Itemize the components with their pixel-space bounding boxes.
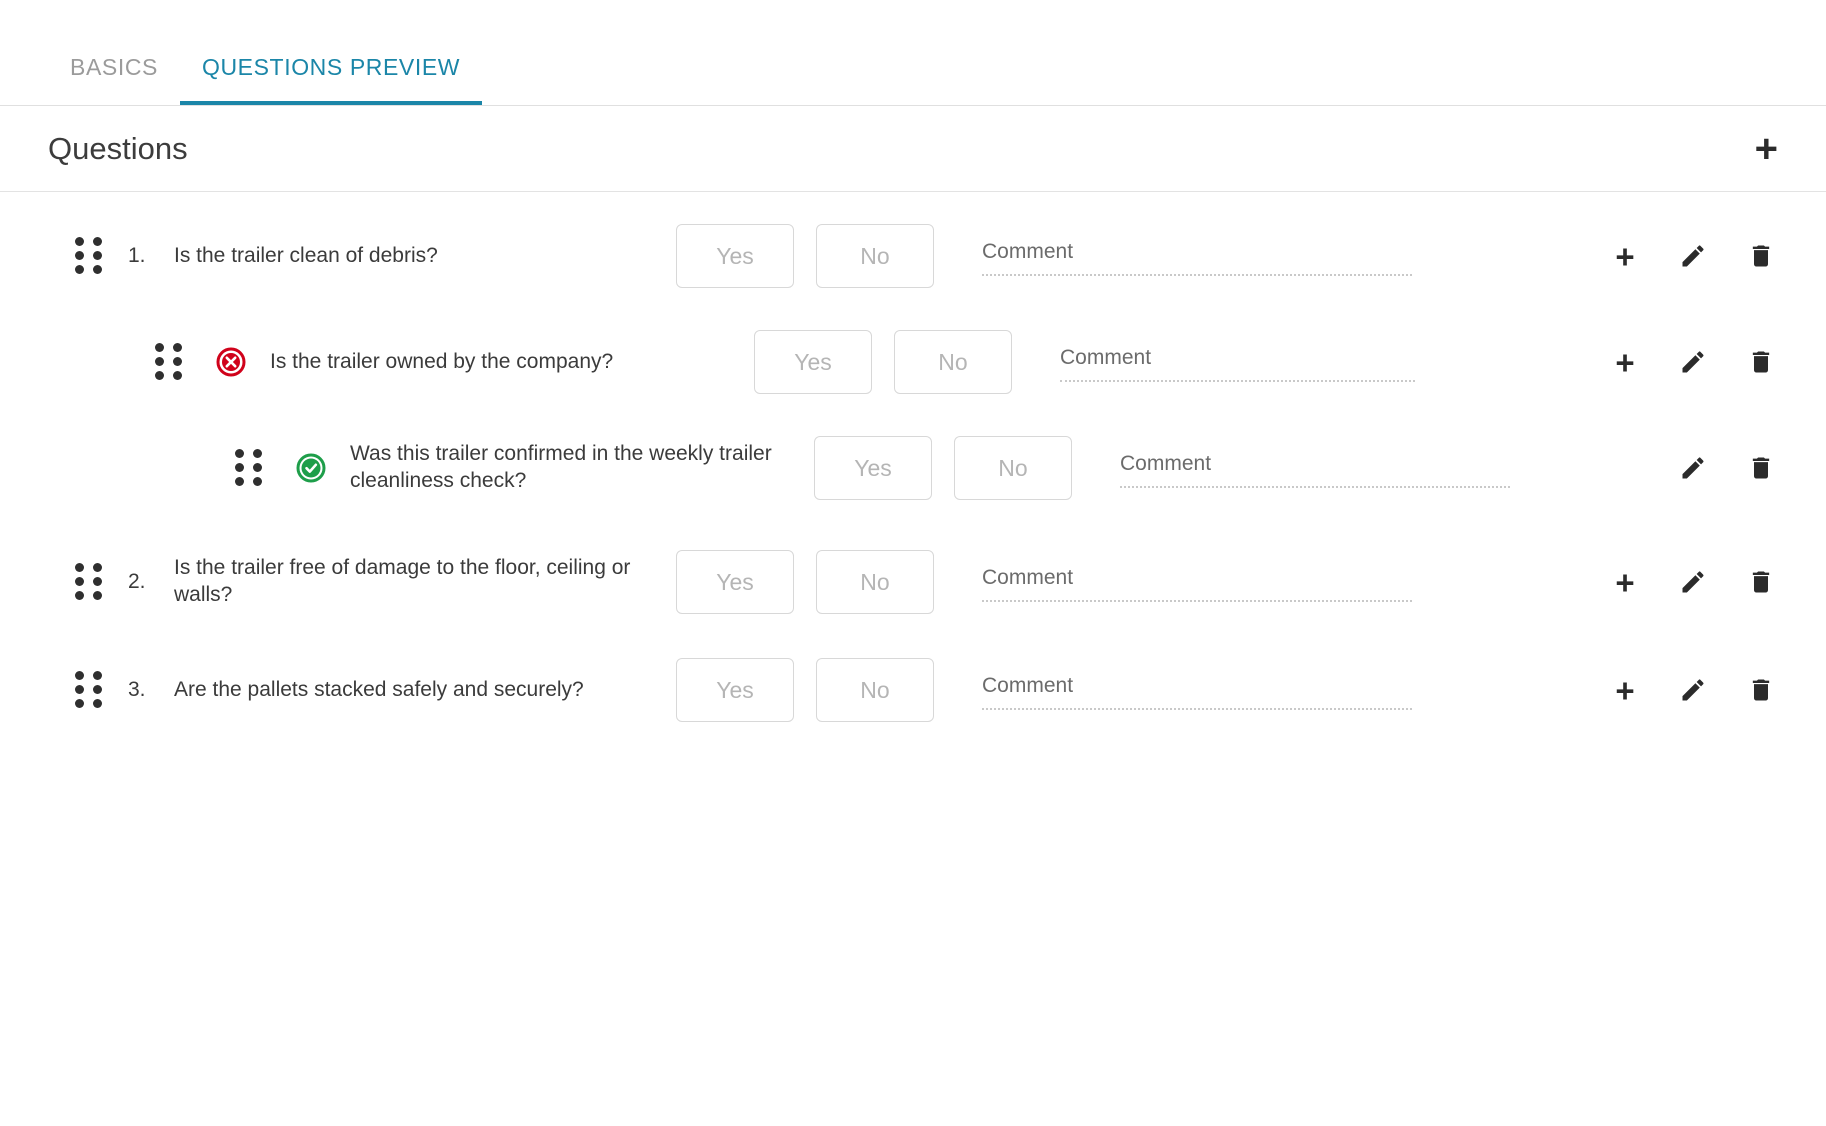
comment-input[interactable]	[982, 670, 1412, 710]
pencil-icon[interactable]	[1676, 673, 1710, 707]
question-row	[0, 212, 1826, 300]
comment-input[interactable]	[982, 562, 1412, 602]
answer-yes-button[interactable]: Yes	[754, 330, 872, 394]
question-text: Is the trailer free of damage to the floor, ceiling or walls?	[174, 556, 631, 606]
drag-handle-icon[interactable]	[72, 673, 106, 707]
trash-icon[interactable]	[1744, 239, 1778, 273]
drag-handle-icon[interactable]	[152, 345, 186, 379]
question-text: Is the trailer clean of debris?	[174, 243, 438, 267]
answer-no-button[interactable]: No	[894, 330, 1012, 394]
trash-icon[interactable]	[1744, 673, 1778, 707]
comment-field-wrapper	[982, 670, 1412, 710]
answer-buttons	[754, 330, 1012, 394]
comment-field-wrapper	[982, 562, 1412, 602]
trash-icon[interactable]	[1744, 565, 1778, 599]
pencil-icon[interactable]	[1676, 565, 1710, 599]
plus-icon[interactable]: +	[1615, 237, 1635, 275]
comment-field-wrapper	[1120, 448, 1510, 488]
question-row	[0, 318, 1826, 406]
answer-no-button[interactable]: No	[816, 224, 934, 288]
row-actions	[1676, 451, 1778, 485]
question-row	[0, 646, 1826, 734]
row-actions	[1608, 565, 1778, 599]
drag-handle-icon[interactable]	[72, 565, 106, 599]
questions-section-header	[0, 106, 1826, 192]
questions-list	[0, 192, 1826, 734]
answer-no-button[interactable]: No	[954, 436, 1072, 500]
comment-input[interactable]	[982, 236, 1412, 276]
answer-yes-button[interactable]: Yes	[814, 436, 932, 500]
question-row	[0, 424, 1826, 512]
answer-buttons	[814, 436, 1072, 500]
answer-yes-button[interactable]: Yes	[676, 550, 794, 614]
answer-no-button[interactable]: No	[816, 550, 934, 614]
drag-handle-icon[interactable]	[72, 239, 106, 273]
comment-input[interactable]	[1060, 342, 1415, 382]
comment-input[interactable]	[1120, 448, 1510, 488]
comment-field-wrapper	[982, 236, 1412, 276]
answer-buttons	[676, 658, 934, 722]
question-text: Are the pallets stacked safely and securely?	[174, 677, 584, 701]
tab-questions-preview[interactable]: QUESTIONS PREVIEW	[180, 54, 482, 105]
row-actions	[1608, 345, 1778, 379]
row-actions	[1608, 239, 1778, 273]
question-text: Was this trailer confirmed in the weekly trailer cleanliness check?	[350, 442, 772, 492]
plus-icon[interactable]: +	[1615, 563, 1635, 601]
page-title: Questions	[48, 130, 188, 166]
plus-icon[interactable]: +	[1615, 671, 1635, 709]
pencil-icon[interactable]	[1676, 451, 1710, 485]
plus-icon[interactable]: +	[1615, 343, 1635, 381]
question-text: Is the trailer owned by the company?	[270, 349, 614, 373]
answer-yes-button[interactable]: Yes	[676, 224, 794, 288]
row-actions	[1608, 673, 1778, 707]
pass-circle-icon	[294, 451, 328, 485]
trash-icon[interactable]	[1744, 451, 1778, 485]
pencil-icon[interactable]	[1676, 239, 1710, 273]
answer-yes-button[interactable]: Yes	[676, 658, 794, 722]
add-question-button[interactable]: +	[1754, 126, 1778, 171]
tab-bar	[0, 0, 1826, 106]
answer-buttons	[676, 224, 934, 288]
question-number: 3.	[128, 678, 146, 701]
question-row	[0, 538, 1826, 626]
trash-icon[interactable]	[1744, 345, 1778, 379]
question-number: 1.	[128, 244, 146, 267]
fail-circle-icon	[214, 345, 248, 379]
answer-buttons	[676, 550, 934, 614]
question-number: 2.	[128, 570, 146, 593]
comment-field-wrapper	[1060, 342, 1415, 382]
tab-basics[interactable]: BASICS	[48, 54, 180, 105]
answer-no-button[interactable]: No	[816, 658, 934, 722]
drag-handle-icon[interactable]	[232, 451, 266, 485]
pencil-icon[interactable]	[1676, 345, 1710, 379]
